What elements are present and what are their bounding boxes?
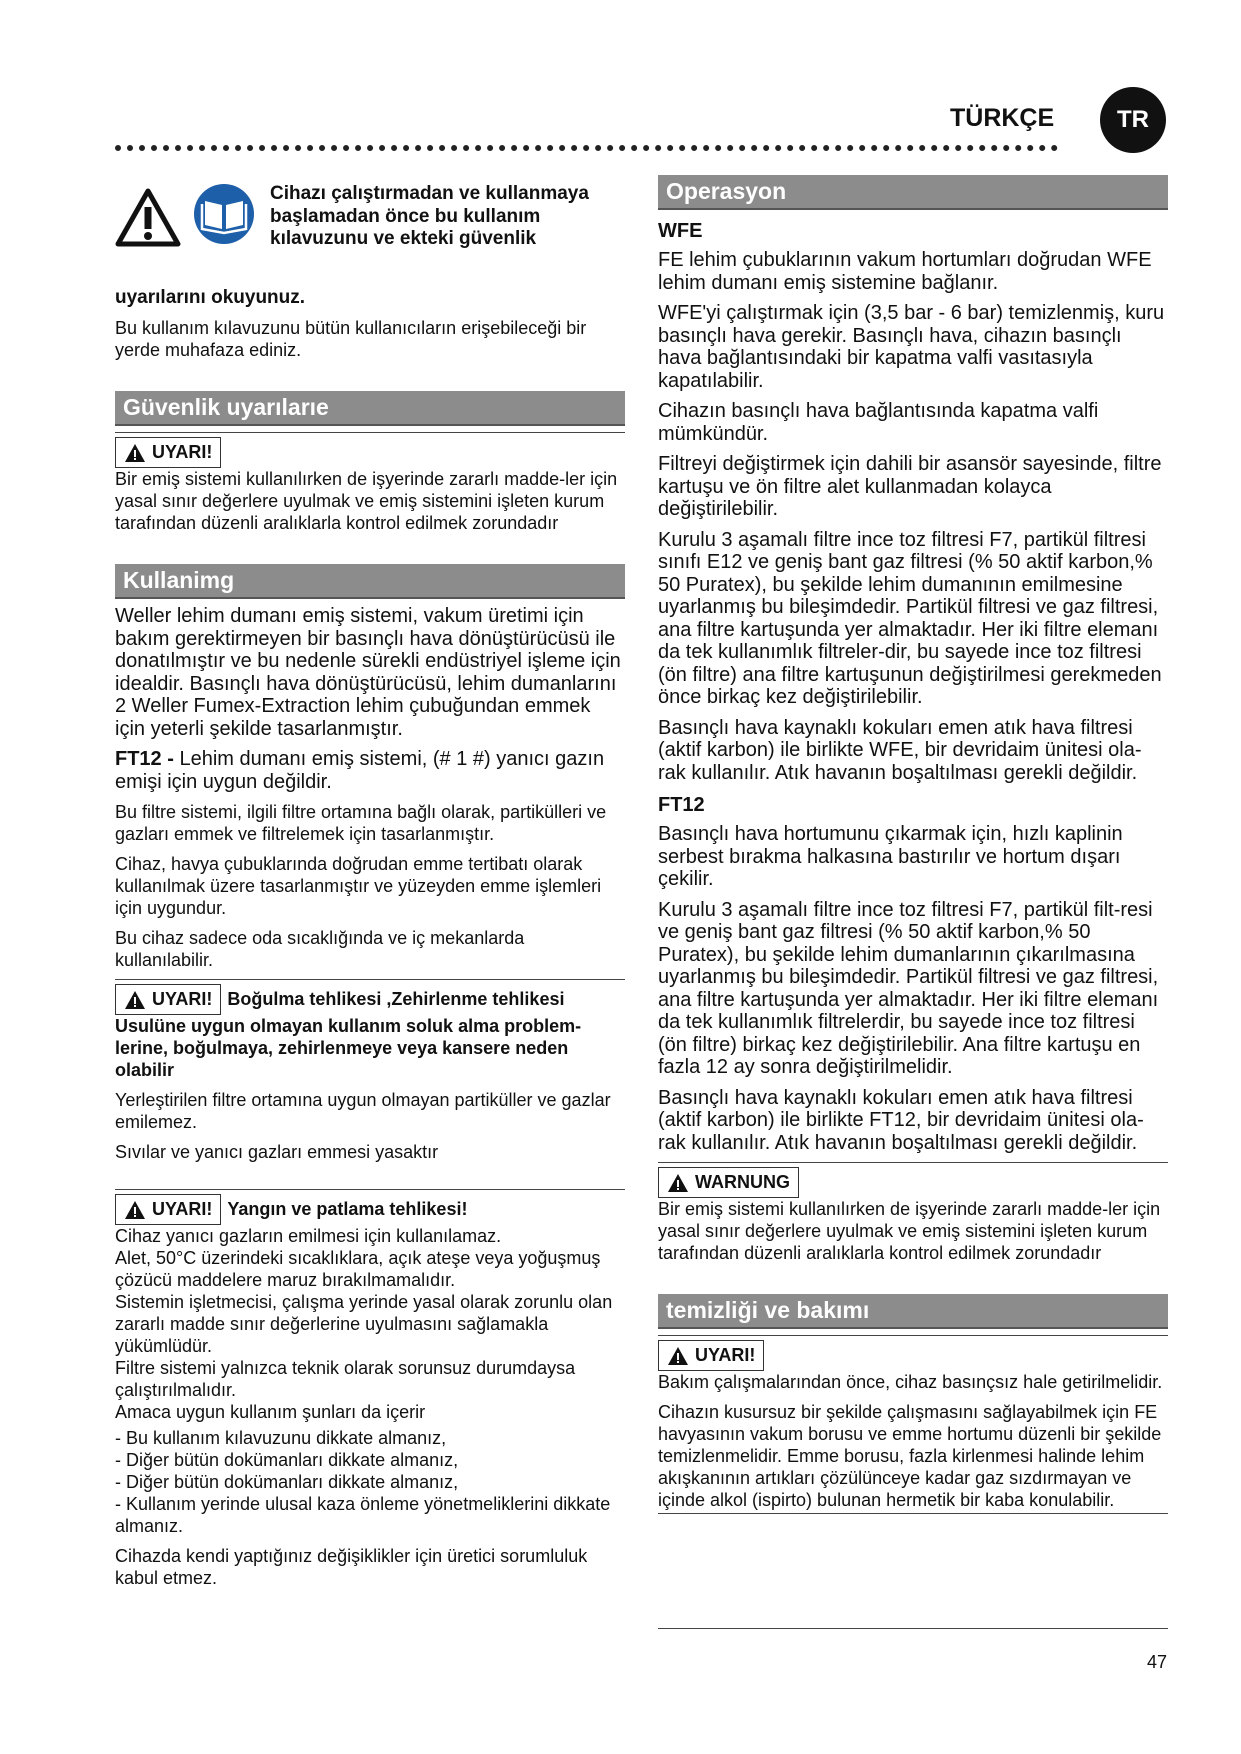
intro-text: Bu kullanım kılavuzunu bütün kullanıcıların erişebileceği bir yerde muhafaza ediniz. [115,318,587,360]
ft12-p2: Kurulu 3 aşamalı filtre ince toz filtresi F7, partikül filt-resi ve geniş bant gaz filtresi (% 50 aktif karbon,% 50 Puratex), bu şekilde lehim dumanlarının çıkarılmasına uyarlanmış bu bileşimdedir. Partikül filtresi ve gaz filtresi, ana filtre kartuşunda yer almaktadır. Her iki filtre elemanı da tek kullanımlık filtrelerdir, bu sayede ince toz filtresi (ön filtre) birkaç kez değiştirilebilir. Ana filtre kartuşu en fazla 12 ay sonra değiştirilmelidir. [658,898,1159,1078]
read-manual-book-icon [193,183,255,245]
right-column [658,175,1168,1522]
maintenance-p2: Cihazın kusursuz bir şekilde çalışmasını sağlayabilmek için FE havyasının vakum borusu ve emme hortumu düzenli bir şekilde temizlenmelidir. Emme borusu, fazla kirlenmesi halinde lehim akışkanının artıkları çözülünceye kadar gaz sızdırmayan ve içinde alkol (ispirto) bulunan hermetik bir kaba konulabilir. [658,1401,1168,1514]
fire-p6: Cihazda kendi yaptığınız değişiklikler için üretici sorumluluk kabul etmez. [115,1546,588,1588]
intro-block [115,175,625,287]
maintenance-warning-label: UYARI! [695,1345,756,1365]
fire-p5: Amaca uygun kullanım şunları da içerir [115,1402,426,1422]
maintenance-warning-row [658,1335,1168,1371]
safety-heading: Güvenlik uyarılarıe [115,391,625,426]
warning-triangle-icon [115,187,181,247]
fire-warning-badge [115,1194,221,1225]
usage-p4: Cihaz, havya çubuklarında doğrudan emme tertibatı olarak kullanılmak üzere tasarlanmıştır ve yüzeyden emme işlemleri için uygundur. [115,854,602,918]
page-number: 47 [1147,1652,1168,1672]
maintenance-warning-badge [658,1340,764,1371]
usage-p5: Bu cihaz sadece oda sıcaklığında ve iç mekanlarda kullanılabilir. [115,928,525,970]
wfe-p5: Kurulu 3 aşamalı filtre ince toz filtresi F7, partikül filtresi sınıfı E12 ve geniş bant gaz filtresi (% 50 aktif karbon,% 50 Puratex), bu şekilde lehim dumanının emilmesine uyarlanmış bu bileşimdedir. Partikül filtresi ve gaz filtresi, ana filtre kartuşunda yer almaktadır. Her iki filtre elemanı da tek kullanımlık filtreler-dir, bu sayede ince toz filtresi (ön filtre) ana filtre kartuşunun değiştirilmesi gerekmeden önce birkaç kez değiştirilebilir. [658,528,1162,708]
maintenance-p1: Bakım çalışmalarından önce, cihaz basınçsız hale getirilmelidir. [658,1372,1163,1392]
list-item: - Diğer bütün dokümanları dikkate almanız, [115,1450,459,1470]
fire-p1: Cihaz yanıcı gazların emilmesi için kullanılamaz. [115,1226,502,1246]
suffocation-warning-badge [115,984,221,1015]
suffocation-warning-title: Boğulma tehlikesi ,Zehirlenme tehlikesi [227,989,565,1009]
suffocation-warning-label: UYARI! [152,989,213,1009]
ft12-title: FT12 [658,794,705,816]
suffocation-bold: Usulüne uygun olmayan kullanım soluk alma problem-lerine, boğulmaya, zehirlenmeye veya kansere neden olabilir [115,1016,582,1080]
warnung-label: WARNUNG [695,1172,790,1192]
suffocation-warning-row [115,979,625,1015]
list-item: - Kullanım yerinde ulusal kaza önleme yönetmeliklerini dikkate almanız. [115,1494,611,1536]
intro-bold-tail: uyarılarını okuyunuz. [115,287,306,308]
left-column [115,175,625,1597]
wfe-p3: Cihazın basınçlı hava bağlantısında kapatma valfi mümkündür. [658,400,1099,445]
safety-warning-badge [115,437,221,468]
list-item: - Bu kullanım kılavuzunu dikkate almanız, [115,1428,447,1448]
usage-p1: Weller lehim dumanı emiş sistemi, vakum üretimi için bakım gerektirmeyen bir basınçlı hava dönüştürücüsü ile donatılmıştır ve bu nedenle sürekli endüstriyel işleme için idealdir. Basınçlı hava dönüştürücüsü, lehim dumanlarını 2 Weller Fumex-Extraction lehim çubuğundan emmek için yeterli şekilde tasarlanmıştır. [115,605,621,740]
usage-p2-bold: FT12 - [115,748,174,770]
fire-warning-row [115,1189,625,1225]
warnung-row [658,1162,1168,1198]
warnung-text: Bir emiş sistemi kullanılırken de işyerinde zararlı madde-ler için yasal sınır değerlere uyulmak ve emiş sistemini işleten kurum tarafından düzenli aralıklarla kontrol edilmek zorundadır [658,1199,1161,1263]
warning-triangle-icon [667,1173,689,1193]
fire-p2: Alet, 50°C üzerindeki sıcaklıklara, açık ateşe veya yoğuşmuş çözücü maddelere maruz bırakılmamalıdır. [115,1248,601,1290]
wfe-p2: WFE'yi çalıştırmak için (3,5 bar - 6 bar) temizlenmiş, kuru basınçlı hava gerekir. Basınçlı hava, cihazın basınçlı hava bağlantısındaki bir kapatma valfi vasıtasıyla kapatılabilir. [658,302,1165,392]
language-badge: TR [1100,87,1166,153]
fire-warning-label: UYARI! [152,1199,213,1219]
usage-heading: Kullanimg [115,564,625,599]
warning-triangle-icon [124,990,146,1010]
operation-heading: Operasyon [658,175,1168,210]
usage-p2 [115,748,625,793]
bottom-rule [658,1628,1168,1629]
intro-bold-text: Cihazı çalıştırmadan ve kullanmaya başlamadan önce bu kullanım kılavuzunu ve ekteki güvenlik [270,183,589,249]
ft12-p3: Basınçlı hava kaynaklı kokuları emen atık hava filtresi (aktif karbon) ile birlikte FT12, bir devridaim ünitesi ola-rak kullanılır. Atık havanın boşaltılması gerekli değildir. [658,1086,1144,1154]
safety-warning-label: UYARI! [152,442,213,462]
fire-p3: Sistemin işletmecisi, çalışma yerinde yasal olarak zorunlu olan zararlı madde sınır değerlerine uyulmasını sağlamakla yükümlüdür. [115,1292,613,1356]
wfe-title: WFE [658,220,703,242]
warning-triangle-icon [667,1346,689,1366]
wfe-p4: Filtreyi değiştirmek için dahili bir asansör sayesinde, filtre kartuşu ve ön filtre alet kullanmadan kolayca değiştirilebilir. [658,453,1162,520]
warning-triangle-icon [124,1200,146,1220]
safety-warning-row [115,432,625,468]
list-item: - Diğer bütün dokümanları dikkate almanız, [115,1472,459,1492]
fire-p4: Filtre sistemi yalnızca teknik olarak sorunsuz durumdaysa çalıştırılmalıdır. [115,1358,576,1400]
wfe-p1: FE lehim çubuklarının vakum hortumları doğrudan WFE lehim dumanı emiş sistemine bağlanır. [658,249,1152,294]
ft12-p1: Basınçlı hava hortumunu çıkarmak için, hızlı kaplinin serbest bırakma halkasına bastırılır ve hortum dışarı çekilir. [658,823,1123,890]
suffocation-p1: Yerleştirilen filtre ortamına uygun olmayan partiküller ve gazlar emilemez. [115,1090,611,1132]
warnung-badge [658,1167,799,1198]
maintenance-heading: temizliği ve bakımı [658,1294,1168,1329]
warning-triangle-icon [124,443,146,463]
fire-warning-title: Yangın ve patlama tehlikesi! [227,1199,468,1219]
language-title: TÜRKÇE [950,104,1055,132]
safety-text: Bir emiş sistemi kullanılırken de işyerinde zararlı madde-ler için yasal sınır değerlere uyulmak ve emiş sistemini işleten kurum tarafından düzenli aralıklarla kontrol edilmek zorundadır [115,469,618,533]
wfe-p6: Basınçlı hava kaynaklı kokuları emen atık hava filtresi (aktif karbon) ile birlikte WFE, bir devridaim ünitesi ola-rak kullanılır. Atık havanın boşaltılması gerekli değildir. [658,716,1142,784]
usage-p2-text: Lehim dumanı emiş sistemi, (# 1 #) yanıcı gazın emişi için uygun değildir. [115,748,605,793]
usage-p3: Bu filtre sistemi, ilgili filtre ortamına bağlı olarak, partikülleri ve gazları emmek ve filtrelemek için tasarlanmıştır. [115,802,607,844]
header-dotted-rule [115,145,1058,151]
suffocation-p2: Sıvılar ve yanıcı gazları emmesi yasaktır [115,1142,439,1162]
